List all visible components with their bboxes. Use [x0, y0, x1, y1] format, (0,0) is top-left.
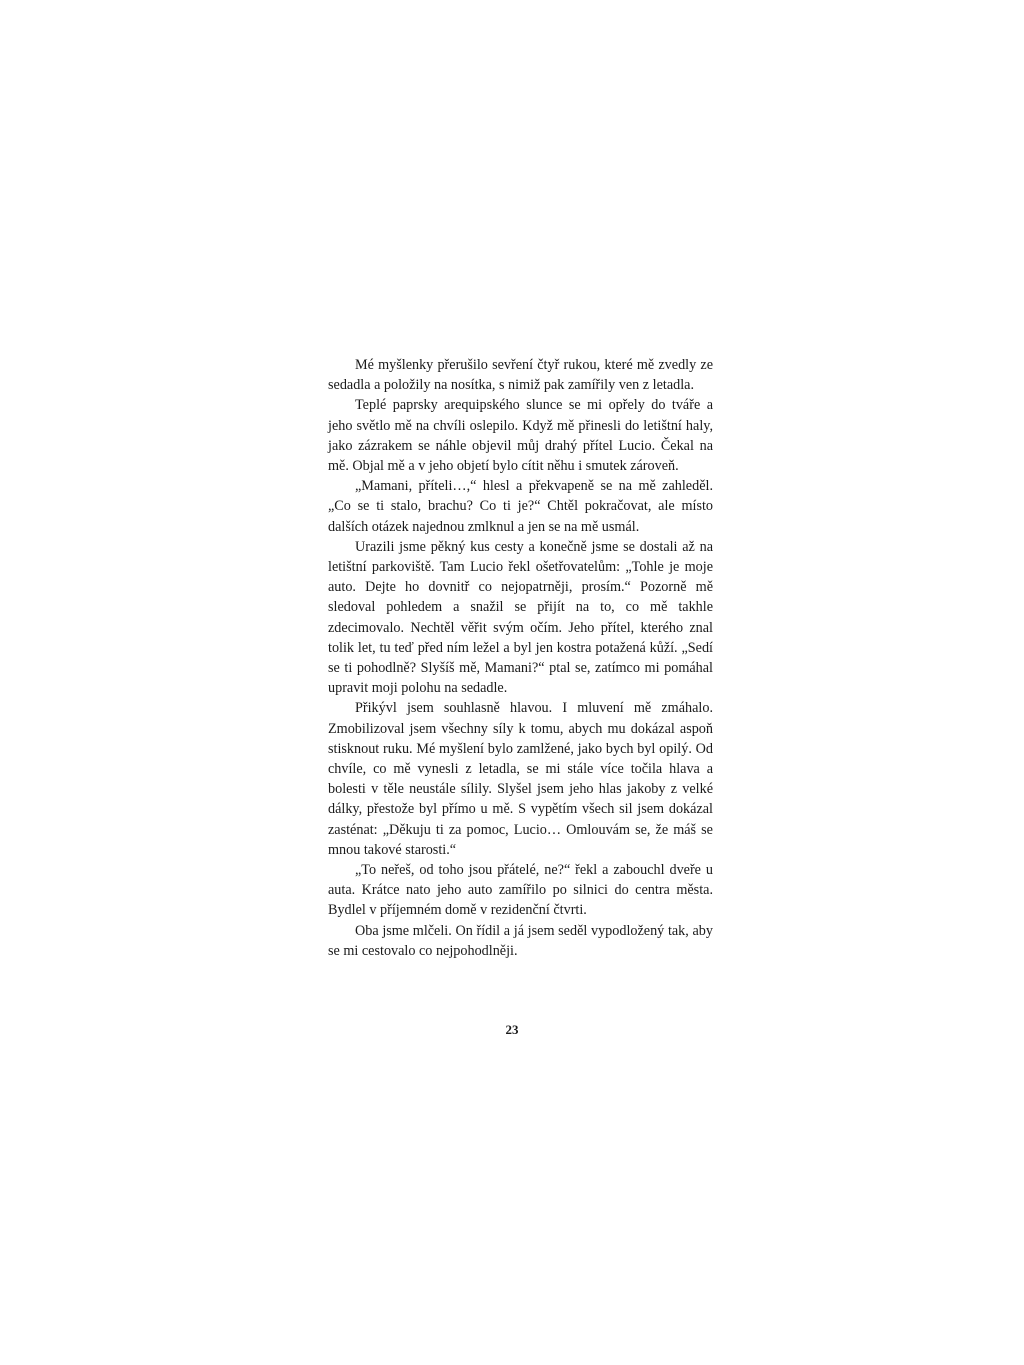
body-text [328, 355, 713, 961]
page-number: 23 [505, 1022, 519, 1037]
paragraph-1: Mé myšlenky přerušilo sevření čtyř rukou, které mě zvedly ze sedadla a položily na nosítka, s nimiž pak zamířily ven z letadla. [328, 357, 713, 394]
paragraph-2: Teplé paprsky arequipského slunce se mi opřely do tváře a jeho světlo mě na chvíli oslepilo. Když mě přinesli do letištní haly, jako zázrakem se náhle objevil můj drahý přítel Lucio. Čekal na mě. Objal mě a v jeho objetí bylo cítit něhu i smutek zároveň. [328, 397, 713, 475]
paragraph-7: Oba jsme mlčeli. On řídil a já jsem seděl vypodložený tak, aby se mi cestovalo co nejpohodlněji. [328, 922, 713, 959]
paragraph-4: Urazili jsme pěkný kus cesty a konečně jsme se dostali až na letištní parkoviště. Tam Lucio řekl ošetřovatelům: „Tohle je moje auto. Dejte ho dovnitř co nejopatrněji, prosím.“ Pozorně mě sledoval pohledem a snažil se přijít na to, co mě takhle zdecimovalo. Nechtěl věřit svým očím. Jeho přítel, kterého znal tolik let, tu teď před ním ležel a byl jen kostra potažená kůží. „Sedí se ti pohodlně? Slyšíš mě, Mamani?“ ptal se, zatímco mi pomáhal upravit moji polohu na sedadle. [328, 538, 713, 697]
paragraph-3: „Mamani, příteli…,“ hlesl a překvapeně se na mě zahleděl. „Co se ti stalo, brachu? Co ti je?“ Chtěl pokračovat, ale místo dalších otázek najednou zmlknul a jen se na mě usmál. [328, 478, 713, 535]
paragraph-6: „To neřeš, od toho jsou přátelé, ne?“ řekl a zabouchl dveře u auta. Krátce nato jeho auto zamířilo po silnici do centra města. Bydlel v příjemném domě v rezidenční čtvrti. [328, 862, 713, 919]
paragraph-5: Přikývl jsem souhlasně hlavou. I mluvení mě zmáhalo. Zmobilizoval jsem všechny síly k tomu, abych mu dokázal aspoň stisknout ruku. Mé myšlení bylo zamlžené, jako bych byl opilý. Od chvíle, co mě vynesli z letadla, se mi stále více točila hlava a bolesti v těle neustále sílily. Slyšel jsem jeho hlas jakoby z velké dálky, přestože byl přímo u mě. S vypětím všech sil jsem dokázal zasténat: „Děkuju ti za pomoc, Lucio… Omlouvám se, že máš se mnou takové starosti.“ [328, 700, 713, 858]
